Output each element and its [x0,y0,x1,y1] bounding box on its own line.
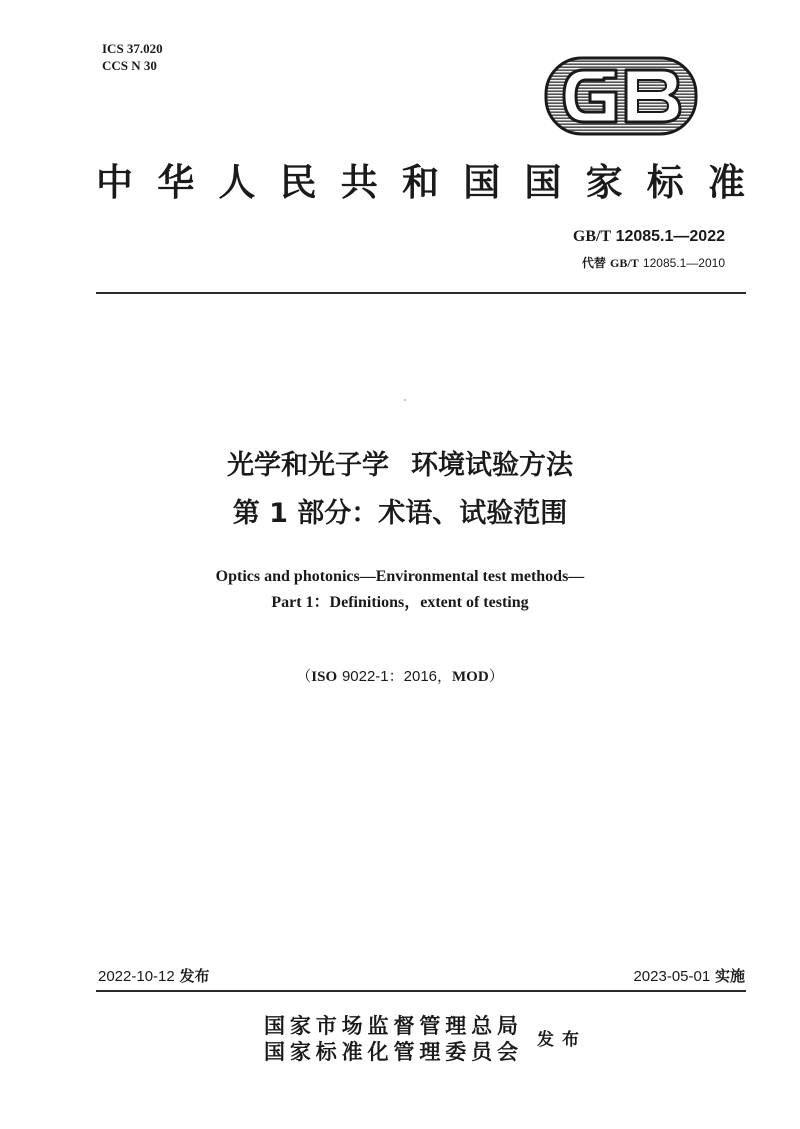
replaces-label: GB/T [610,256,639,270]
publish-date [98,965,210,988]
iso-open-paren: （ [296,667,312,685]
issue-word: 发布 [537,1030,587,1050]
iso-label: ISO [311,669,338,685]
ics-code: ICS 37.020 [102,41,163,56]
top-divider [96,292,746,294]
replaces-prefix: 代替 [581,256,606,270]
scan-speck [404,399,406,401]
publish-word: 发布 [179,967,210,985]
iso-mod: MOD [452,669,489,685]
implement-word: 实施 [714,967,745,985]
cn-title-line-1-part-1: 光学和光子学 [227,450,389,481]
publish-date-value: 2022-10-12 [98,968,175,985]
replaces-standard [582,254,725,272]
standard-number [573,226,725,248]
en-title-line-2: Part 1：Definitions，extent of testing [271,594,529,611]
iso-reference: 9022-1：2016， [341,668,453,685]
ccs-code: CCS N 30 [102,58,157,73]
cn-title-line-1-part-2: 环境试验方法 [411,450,573,481]
gb-logo [544,56,698,136]
replaces-number: 12085.1—2010 [642,256,725,270]
standard-number-label: GB/T [572,228,612,245]
en-title-line-1: Optics and photonics—Environmental test methods— [215,568,585,585]
issuer-1: 国家市场监督管理总局 [264,1013,520,1038]
implement-date [633,965,745,988]
cn-title-line-1 [0,446,800,486]
standard-number-value: 12085.1—2022 [615,228,725,245]
national-standard-title: 中华人民共和国国家标准 [96,160,748,204]
issuer-2: 国家标准化管理委员会 [264,1039,520,1064]
iso-close-paren: ） [488,667,504,685]
issuing-bodies [264,1013,520,1065]
classification-codes [102,40,163,74]
bottom-divider [96,990,746,992]
cn-title-line-2: 第 1 部分：术语、试验范围 [232,498,568,529]
iso-adoption [0,665,800,688]
implement-date-value: 2023-05-01 [633,968,711,985]
